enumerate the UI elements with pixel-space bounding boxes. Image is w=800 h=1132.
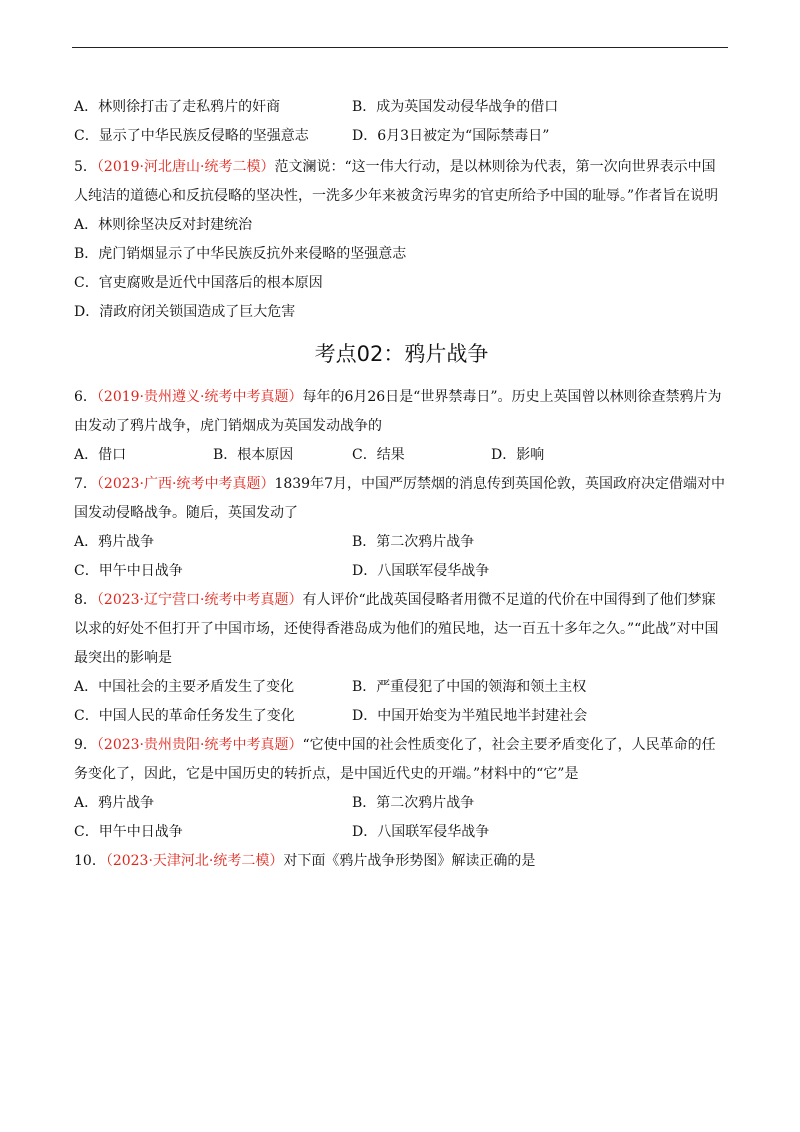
question-text: 对下面《鸦片战争形势图》解读正确的是 (283, 853, 536, 869)
question-source: （2023·广西·统考中考真题） (96, 476, 275, 492)
question-number: 10． (74, 853, 106, 869)
q6-options (74, 441, 729, 470)
option-label: C．官吏腐败是近代中国落后的根本原因 (74, 275, 323, 291)
question-5 (74, 153, 729, 211)
q5-option-b[interactable] (74, 240, 729, 269)
q6-option-c[interactable]: C．结果 (352, 447, 405, 463)
question-7 (74, 470, 729, 528)
q5-option-a[interactable] (74, 211, 729, 240)
q4-option-c[interactable]: C．显示了中华民族反侵略的坚强意志 (74, 128, 309, 144)
question-text: “它使中国的社会性质变化了，社会主要矛盾变化了，人民革命的任务变化了，因此，它是中国历史的转折点，是中国近代史的开端。”材料中的“它”是 (74, 737, 716, 782)
section-title: 考点02：鸦片战争 (314, 342, 489, 366)
q5-option-d[interactable] (74, 298, 729, 327)
question-text: 有人评价“此战英国侵略者用微不足道的代价在中国得到了他们梦寐以求的好处不但打开了中国市场，还使得香港岛成为他们的殖民地，达一百五十多年之久。”“此战”对中国最突出的影响是 (74, 592, 719, 666)
q8-option-b[interactable]: B．严重侵犯了中国的领海和领土主权 (352, 679, 587, 695)
question-number: 7． (74, 476, 97, 492)
option-label: B．虎门销烟显示了中华民族反抗外来侵略的坚强意志 (74, 246, 407, 262)
question-source: （2019·贵州遵义·统考中考真题） (96, 389, 303, 405)
question-10 (74, 847, 729, 876)
q8-option-c[interactable]: C．中国人民的革命任务发生了变化 (74, 708, 295, 724)
q7-option-d[interactable]: D．八国联军侵华战争 (352, 563, 490, 579)
question-6 (74, 383, 729, 441)
q7-options-row-1 (74, 528, 729, 557)
q9-options-row-1 (74, 789, 729, 818)
question-text: 1839年7月，中国严厉禁烟的消息传到英国伦敦，英国政府决定借端对中国发动侵略战争。随后，英国发动了 (74, 476, 725, 521)
question-source: （2023·天津河北·统考二模） (105, 853, 284, 869)
q6-option-b[interactable]: B．根本原因 (213, 447, 294, 463)
question-text: 范文澜说：“这一伟大行动，是以林则徐为代表，第一次向世界表示中国人纯洁的道德心和反抗侵略的坚决性，一洗多少年来被贪污卑劣的官吏所给予中国的耻辱。”作者旨在说明 (74, 159, 719, 204)
question-9 (74, 731, 729, 789)
q4-option-b[interactable]: B．成为英国发动侵华战争的借口 (352, 99, 559, 115)
question-8 (74, 586, 729, 673)
q7-option-c[interactable]: C．甲午中日战争 (74, 563, 183, 579)
q7-options-row-2 (74, 557, 729, 586)
question-number: 8． (74, 592, 97, 608)
question-source: （2023·贵州贵阳·统考中考真题） (96, 737, 303, 753)
q7-option-a[interactable]: A．鸦片战争 (74, 534, 155, 550)
q4-options-row-2 (74, 122, 729, 151)
q9-option-b[interactable]: B．第二次鸦片战争 (352, 795, 475, 811)
q9-option-c[interactable]: C．甲午中日战争 (74, 824, 183, 840)
q9-options-row-2 (74, 818, 729, 847)
question-number: 5． (74, 159, 97, 175)
option-label: D．清政府闭关锁国造成了巨大危害 (74, 304, 296, 320)
question-number: 6． (74, 389, 97, 405)
q9-option-d[interactable]: D．八国联军侵华战争 (352, 824, 490, 840)
q4-option-a[interactable]: A．林则徐打击了走私鸦片的奸商 (74, 99, 281, 115)
q5-option-c[interactable] (74, 269, 729, 298)
header-rule (72, 47, 728, 48)
q6-option-d[interactable]: D．影响 (491, 447, 545, 463)
question-source: （2019·河北唐山·统考二模） (96, 159, 275, 175)
q8-option-d[interactable]: D．中国开始变为半殖民地半封建社会 (352, 708, 588, 724)
q4-option-d[interactable]: D．6月3日被定为“国际禁毒日” (352, 128, 550, 144)
q7-option-b[interactable]: B．第二次鸦片战争 (352, 534, 475, 550)
q4-options-row-1 (74, 93, 729, 122)
q8-option-a[interactable]: A．中国社会的主要矛盾发生了变化 (74, 679, 295, 695)
question-text: 每年的6月26日是“世界禁毒日”。历史上英国曾以林则徐查禁鸦片为由发动了鸦片战争，虎门销烟成为英国发动战争的 (74, 389, 722, 434)
q6-option-a[interactable]: A．借口 (74, 447, 127, 463)
question-number: 9． (74, 737, 97, 753)
q9-option-a[interactable]: A．鸦片战争 (74, 795, 155, 811)
question-source: （2023·辽宁营口·统考中考真题） (96, 592, 303, 608)
q8-options-row-1 (74, 673, 729, 702)
document-body (74, 93, 729, 876)
option-label: A．林则徐坚决反对封建统治 (74, 217, 253, 233)
q8-options-row-2 (74, 702, 729, 731)
